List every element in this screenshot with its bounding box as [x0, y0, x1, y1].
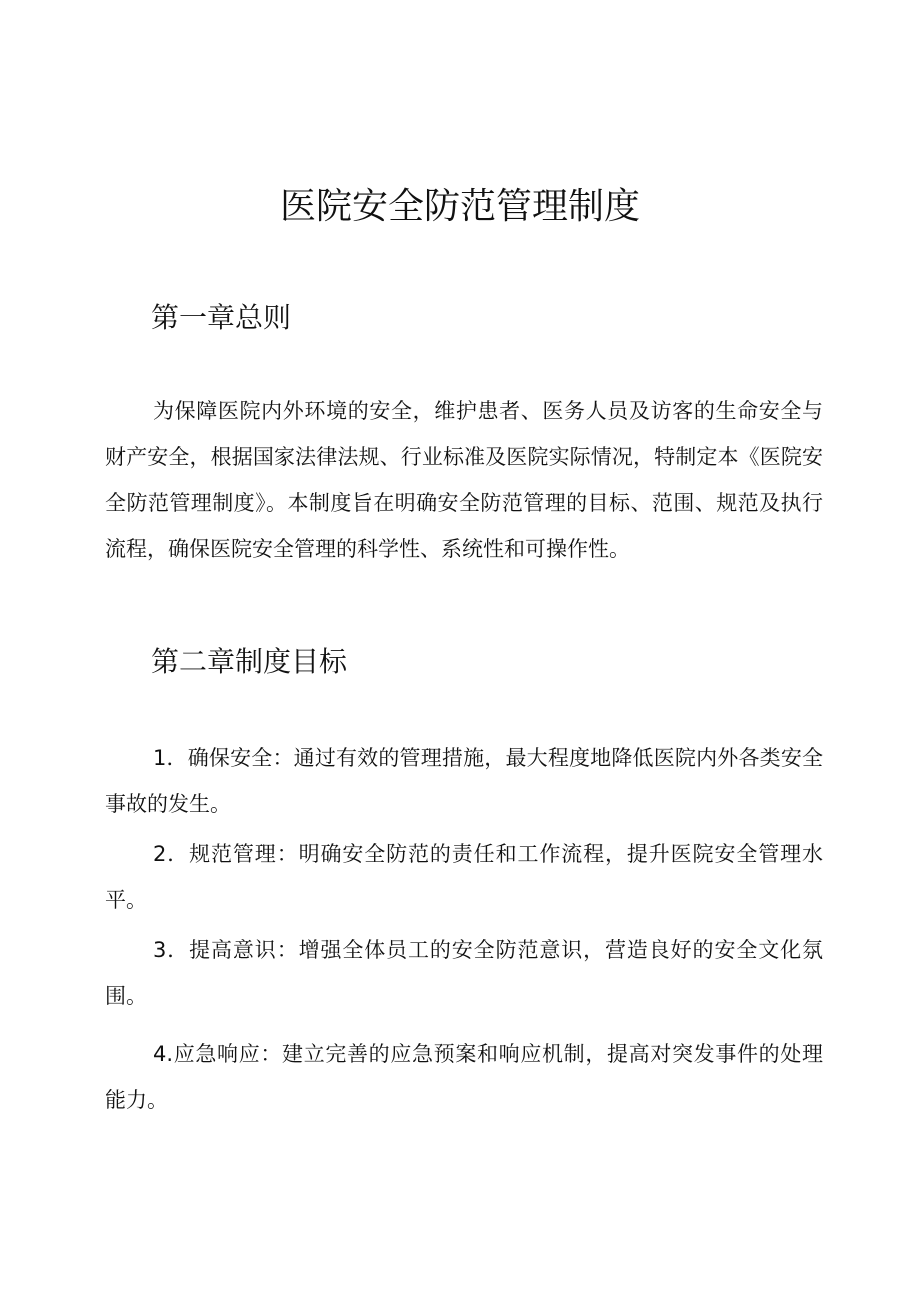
chapter-heading-general: 第一章总则 — [151, 301, 292, 334]
chapter-heading-goals: 第二章制度目标 — [151, 645, 348, 678]
goal-item: 4.应急响应：建立完善的应急预案和响应机制，提高对突发事件的处理能力。 — [105, 1042, 823, 1112]
paragraph-general: 为保障医院内外环境的安全，维护患者、医务人员及访客的生命安全与财产安全，根据国家法律法规、行业标准及医院实际情况，特制定本《医院安全防范管理制度》。本制度旨在明确安全防范管理的目标、范围、规范及执行流程，确保医院安全管理的科学性、系统性和可操作性。 — [105, 399, 823, 561]
goal-item: 3．提高意识：增强全体员工的安全防范意识，营造良好的安全文化氛围。 — [105, 938, 823, 1008]
goal-item: 1．确保安全：通过有效的管理措施，最大程度地降低医院内外各类安全事故的发生。 — [105, 746, 823, 816]
goal-item: 2．规范管理：明确安全防范的责任和工作流程，提升医院安全管理水平。 — [105, 842, 823, 912]
document-title: 医院安全防范管理制度 — [279, 186, 640, 227]
